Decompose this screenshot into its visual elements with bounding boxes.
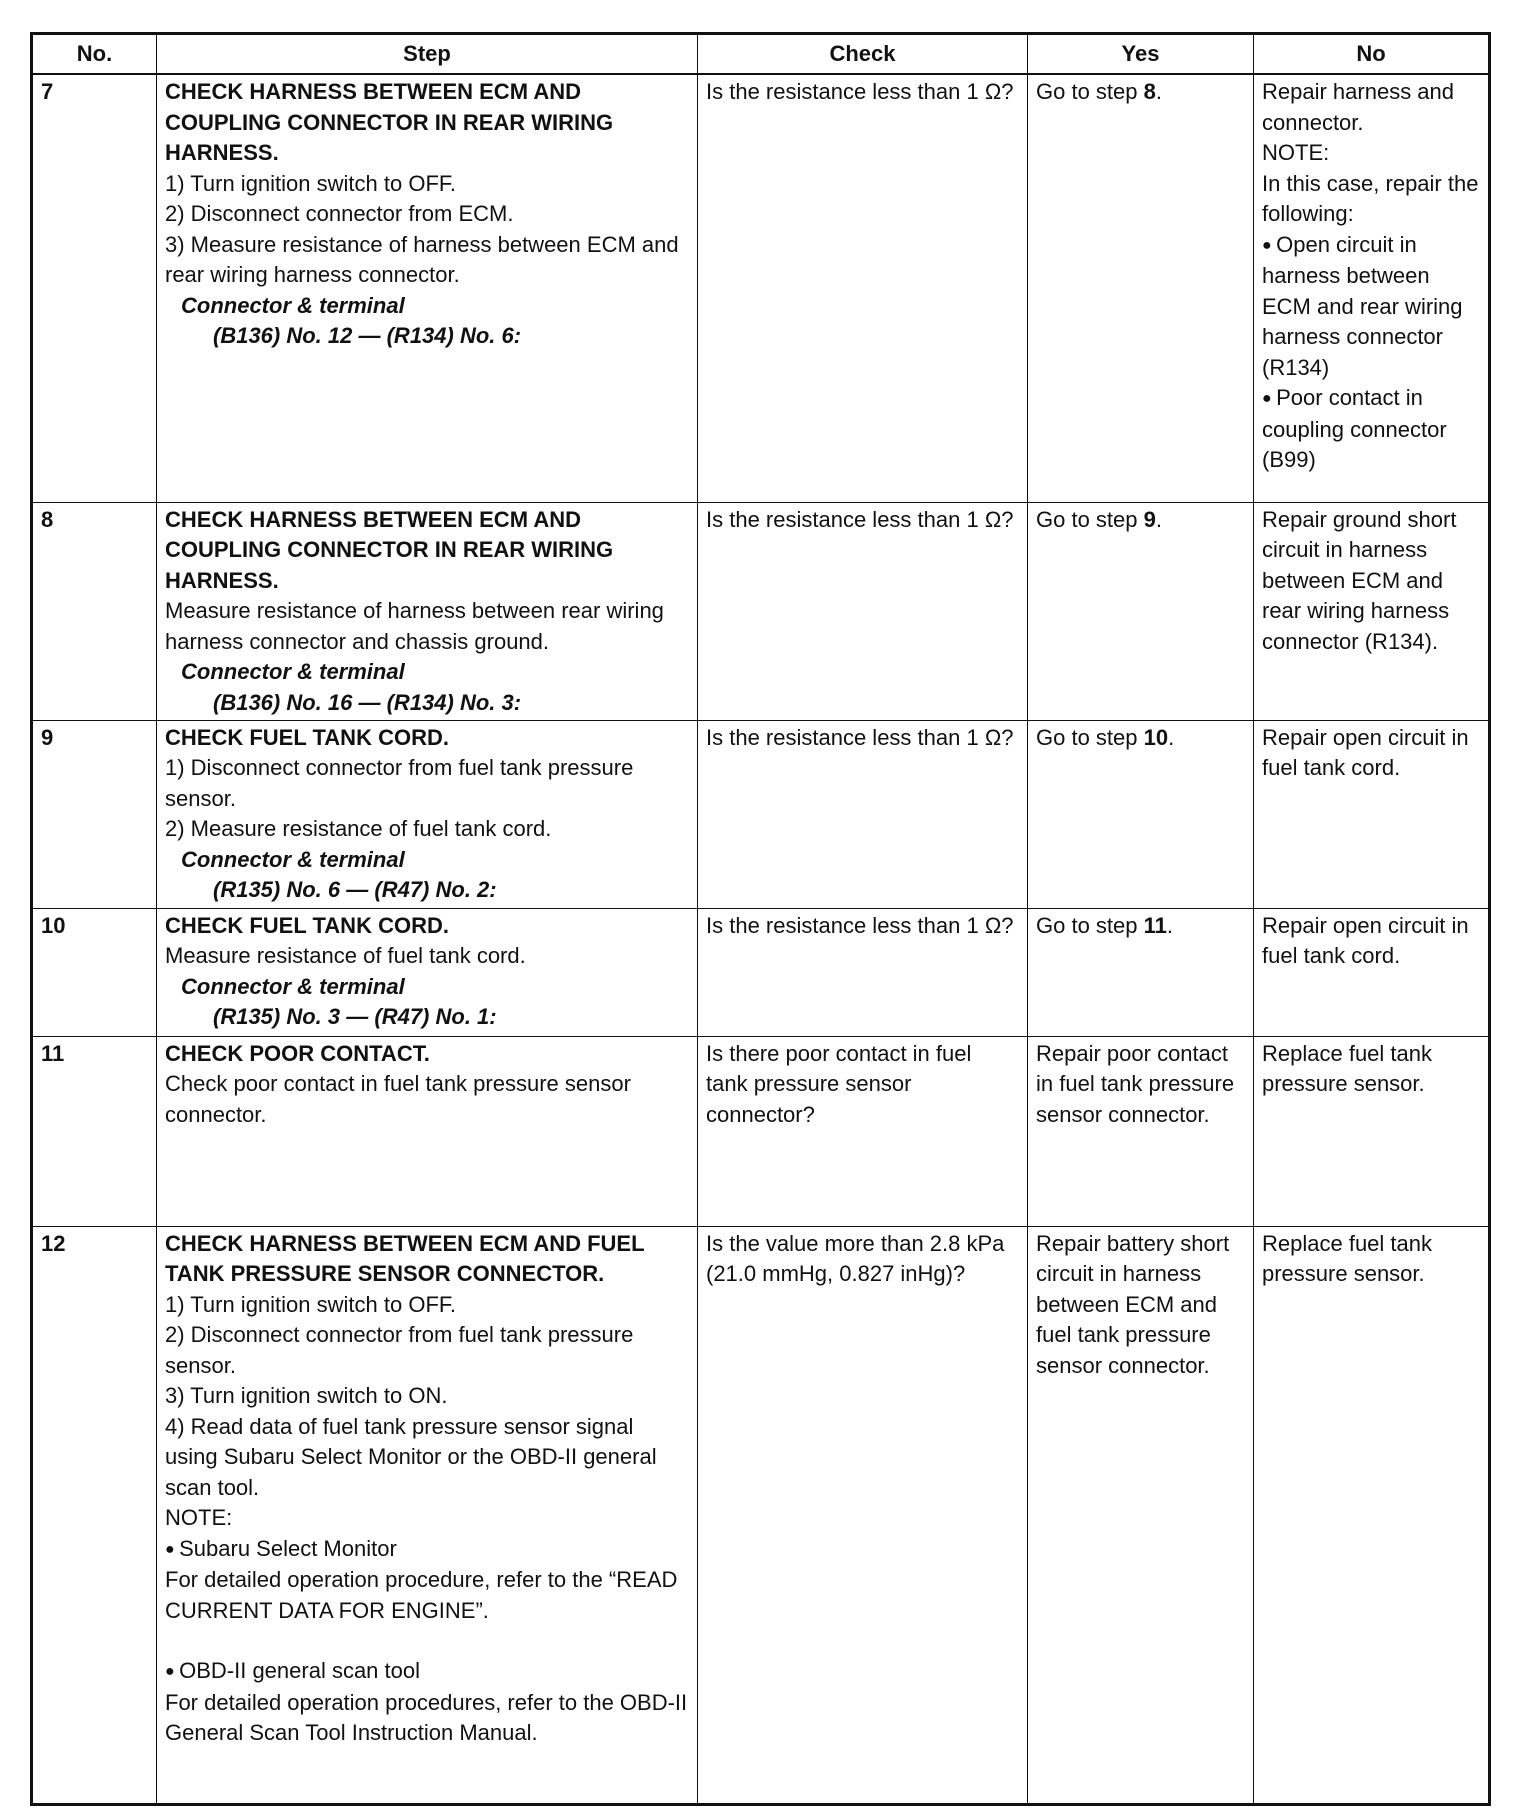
table-row — [32, 502, 1490, 720]
terminal-spec: (B136) No. 16 — (R134) No. 3: — [213, 689, 522, 715]
no-bullet: ● Poor contact in coupling connector (B99) — [1262, 383, 1480, 476]
check-cell: Is there poor contact in fuel tank pressure sensor connector? — [698, 1036, 1028, 1226]
header-step: Step — [157, 34, 698, 75]
check-cell: Is the value more than 2.8 kPa (21.0 mmHg, 0.827 inHg)? — [698, 1226, 1028, 1804]
step-line: 3) Turn ignition switch to ON. — [165, 1383, 448, 1408]
yes-step-link: 10 — [1143, 724, 1169, 750]
step-number: 10 — [32, 908, 157, 1036]
check-cell: Is the resistance less than 1 Ω? — [698, 74, 1028, 502]
yes-prefix: Go to step — [1036, 912, 1144, 938]
table-row — [32, 720, 1490, 908]
table-row — [32, 1036, 1490, 1226]
yes-suffix: . — [1155, 506, 1162, 532]
no-line: In this case, repair the following: — [1262, 170, 1479, 226]
step-cell — [157, 720, 698, 908]
yes-cell — [1028, 908, 1254, 1036]
yes-prefix: Go to step — [1036, 79, 1144, 104]
no-line: Repair harness and connector. — [1262, 79, 1455, 135]
yes-prefix: Go to step — [1036, 506, 1144, 532]
step-number: 7 — [32, 74, 157, 502]
step-title: CHECK HARNESS BETWEEN ECM AND FUEL TANK PRESSURE SENSOR CONNECTOR. — [165, 1230, 645, 1286]
step-cell — [157, 1226, 698, 1804]
note-text: For detailed operation procedure, refer to the “READ CURRENT DATA FOR ENGINE”. — [165, 1567, 678, 1623]
step-title: CHECK POOR CONTACT. — [165, 1040, 430, 1066]
connector-label: Connector & terminal — [181, 292, 405, 318]
diagnostic-table — [30, 32, 1491, 1806]
check-cell: Is the resistance less than 1 Ω? — [698, 908, 1028, 1036]
no-cell: Replace fuel tank pressure sensor. — [1254, 1226, 1490, 1804]
step-line: 1) Turn ignition switch to OFF. — [165, 170, 456, 196]
header-no-result: No — [1254, 34, 1490, 75]
step-cell — [157, 1036, 698, 1226]
step-line: 2) Disconnect connector from fuel tank pressure sensor. — [165, 1322, 634, 1378]
yes-step-link: 9 — [1143, 506, 1156, 532]
no-line: NOTE: — [1262, 140, 1330, 165]
no-cell: Repair open circuit in fuel tank cord. — [1254, 908, 1490, 1036]
terminal-spec: (R135) No. 3 — (R47) No. 1: — [213, 1004, 497, 1029]
step-line: Measure resistance of harness between rear wiring harness connector and chassis ground. — [165, 598, 664, 654]
yes-cell — [1028, 74, 1254, 502]
terminal-spec: (R135) No. 6 — (R47) No. 2: — [213, 877, 497, 902]
step-number: 12 — [32, 1226, 157, 1804]
yes-prefix: Go to step — [1036, 724, 1144, 750]
connector-label: Connector & terminal — [181, 973, 405, 999]
step-title: CHECK HARNESS BETWEEN ECM AND COUPLING CONNECTOR IN REAR WIRING HARNESS. — [165, 506, 614, 593]
header-no: No. — [32, 34, 157, 75]
header-yes: Yes — [1028, 34, 1254, 75]
yes-cell — [1028, 502, 1254, 720]
step-number: 11 — [32, 1036, 157, 1226]
check-cell: Is the resistance less than 1 Ω? — [698, 502, 1028, 720]
yes-cell: Repair poor contact in fuel tank pressure sensor connector. — [1028, 1036, 1254, 1226]
note-text: For detailed operation procedures, refer to the OBD-II General Scan Tool Instruction Manual. — [165, 1689, 688, 1745]
header-check: Check — [698, 34, 1028, 75]
spacer — [165, 1626, 689, 1656]
connector-label: Connector & terminal — [181, 659, 405, 684]
step-cell — [157, 502, 698, 720]
step-line: 1) Turn ignition switch to OFF. — [165, 1291, 456, 1317]
yes-suffix: . — [1166, 912, 1174, 938]
step-cell — [157, 908, 698, 1036]
yes-cell — [1028, 720, 1254, 908]
yes-step-link: 11 — [1143, 912, 1167, 938]
step-line: 1) Disconnect connector from fuel tank pressure sensor. — [165, 755, 634, 811]
step-line: Measure resistance of fuel tank cord. — [165, 943, 526, 968]
step-title: CHECK FUEL TANK CORD. — [165, 724, 449, 750]
step-line: Check poor contact in fuel tank pressure sensor connector. — [165, 1071, 631, 1127]
step-title: CHECK FUEL TANK CORD. — [165, 912, 449, 938]
note-bullet: ● OBD-II general scan tool — [165, 1656, 689, 1688]
step-number: 9 — [32, 720, 157, 908]
yes-suffix: . — [1155, 79, 1162, 104]
note-bullet: ● Subaru Select Monitor — [165, 1534, 689, 1566]
no-bullet: ● Open circuit in harness between ECM and rear wiring harness connector (R134) — [1262, 230, 1480, 384]
step-line: 3) Measure resistance of harness between ECM and rear wiring harness connector. — [165, 231, 679, 287]
no-cell: Repair ground short circuit in harness between ECM and rear wiring harness connector (R134). — [1254, 502, 1490, 720]
step-line: 2) Disconnect connector from ECM. — [165, 201, 514, 226]
yes-step-link: 8 — [1143, 79, 1156, 104]
step-number: 8 — [32, 502, 157, 720]
table-row — [32, 908, 1490, 1036]
header-row — [32, 34, 1490, 75]
step-line: NOTE: — [165, 1505, 233, 1530]
yes-suffix: . — [1168, 724, 1175, 750]
no-cell: Repair open circuit in fuel tank cord. — [1254, 720, 1490, 908]
step-line: 2) Measure resistance of fuel tank cord. — [165, 816, 552, 841]
terminal-spec: (B136) No. 12 — (R134) No. 6: — [213, 323, 522, 348]
connector-label: Connector & terminal — [181, 846, 405, 872]
step-cell — [157, 74, 698, 502]
no-cell: Replace fuel tank pressure sensor. — [1254, 1036, 1490, 1226]
table-row — [32, 74, 1490, 502]
yes-cell: Repair battery short circuit in harness between ECM and fuel tank pressure sensor connector. — [1028, 1226, 1254, 1804]
no-cell — [1254, 74, 1490, 502]
check-cell: Is the resistance less than 1 Ω? — [698, 720, 1028, 908]
step-line: 4) Read data of fuel tank pressure sensor signal using Subaru Select Monitor or the OBD-II general scan tool. — [165, 1413, 657, 1500]
step-title: CHECK HARNESS BETWEEN ECM AND COUPLING CONNECTOR IN REAR WIRING HARNESS. — [165, 79, 614, 165]
table-row — [32, 1226, 1490, 1804]
